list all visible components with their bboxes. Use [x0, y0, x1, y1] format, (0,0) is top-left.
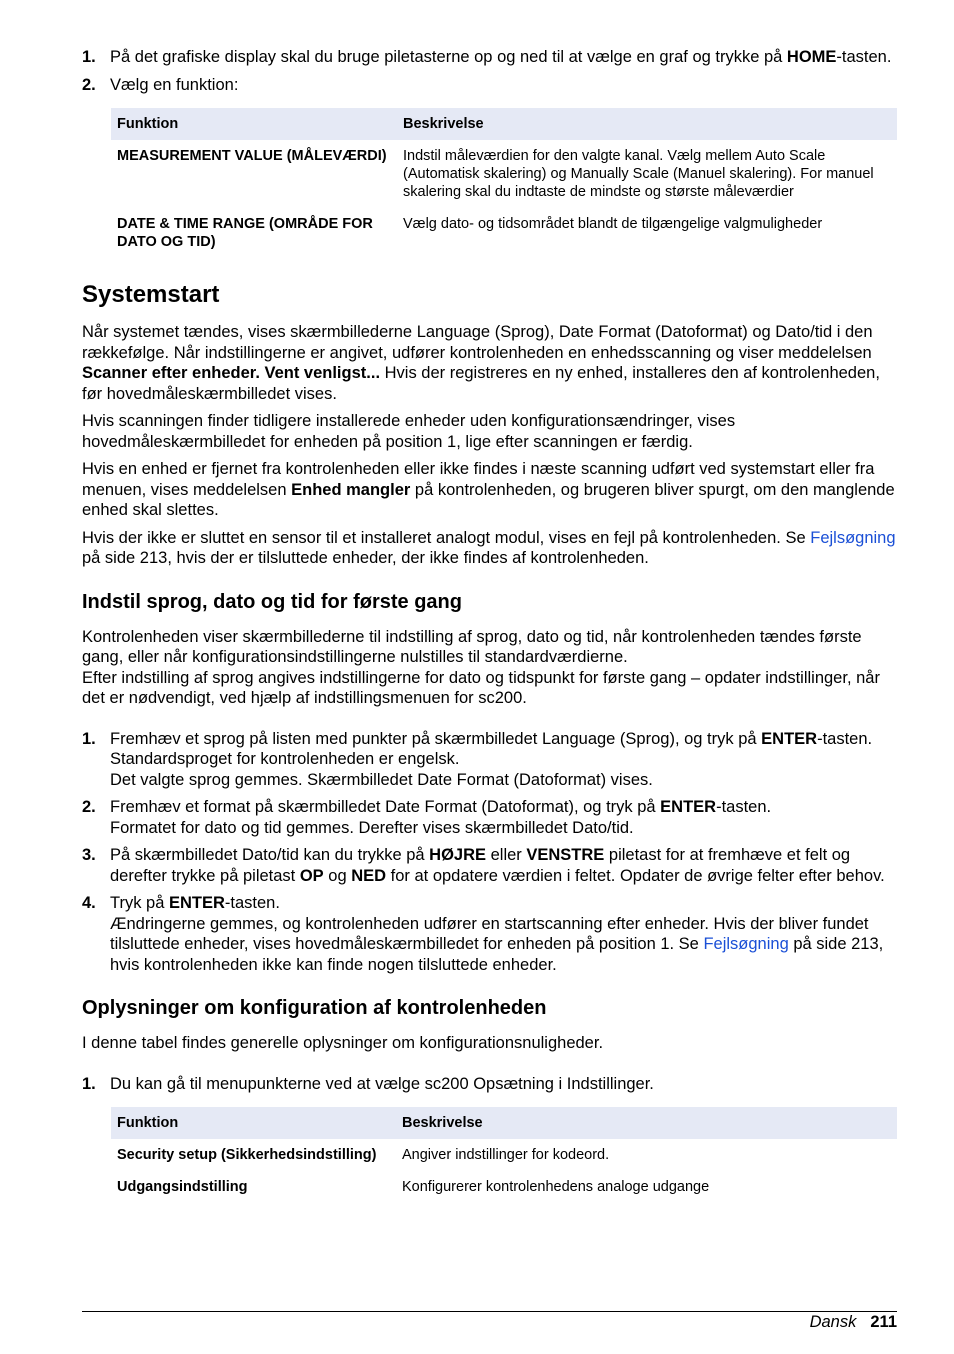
table-cell: Konfigurerer kontrolenhedens analoge udgange: [402, 1179, 710, 1195]
page-number: 211: [870, 1313, 897, 1331]
table-header: Beskrivelse: [397, 108, 897, 140]
step-number: 1.: [82, 1074, 96, 1093]
step-number: 2.: [82, 798, 96, 816]
step-number: 4.: [82, 894, 96, 912]
table-header-row: [111, 108, 897, 140]
table-cell: Security setup (Sikkerhedsindstilling): [117, 1147, 377, 1163]
step-2: 2. Fremhæv et format på skærmbilledet Date Format (Datoformat), og tryk på ENTER-tasten. Formatet for dato og tid gemmes. Derefter vises skærmbilledet Dato/tid.: [82, 798, 772, 837]
table-row: [111, 140, 897, 209]
function-table-2: [111, 1107, 897, 1204]
step-1: 1. Fremhæv et sprog på listen med punkter på skærmbilledet Language (Sprog), og tryk på ENTER-tasten. Standardsproget for kontrolenheden er engelsk. Det valgte sprog gemmes. Skærmbilledet Date Format (Datoformat) vises.: [82, 729, 873, 789]
table-row: [111, 209, 897, 259]
table-cell: MEASUREMENT VALUE (MÅLEVÆRDI): [117, 148, 387, 164]
table-cell: Vælg dato- og tidsområdet blandt de tilgængelige valgmuligheder: [403, 216, 823, 232]
paragraph: Efter indstilling af sprog angives indstillingerne for dato og tidspunkt for første gang – opdater indstillinger, når det er nødvendigt, ved hjælp af indstillingsmenuen for sc200.: [82, 668, 880, 707]
step-1: 1. Du kan gå til menupunkterne ved at vælge sc200 Opsætning i Indstillinger.: [82, 1074, 654, 1093]
section-heading-language: Indstil sprog, dato og tid for første gang: [82, 590, 462, 613]
function-table-1: [111, 108, 897, 259]
step-number: 3.: [82, 846, 96, 864]
table-header: Funktion: [111, 1107, 396, 1139]
step-2: 2. Vælg en funktion:: [82, 75, 239, 94]
step-number: 1.: [82, 48, 96, 66]
table-cell: Angiver indstillinger for kodeord.: [402, 1147, 610, 1163]
table-row: [111, 1139, 897, 1172]
paragraph: Kontrolenheden viser skærmbillederne til indstilling af sprog, dato og tid, når kontrolenheden tændes første gang, eller når konfigurationsindstillingerne nulstilles til standardværdierne.: [82, 627, 862, 666]
section-heading-configuration: Oplysninger om konfiguration af kontrolenheden: [82, 997, 547, 1019]
paragraph: I denne tabel findes generelle oplysninger om konfigurationsnuligheder.: [82, 1034, 604, 1052]
step-number: 2.: [82, 75, 96, 94]
paragraph: Hvis der ikke er sluttet en sensor til et installeret analogt modul, vises en fejl på kontrolenheden. Se Fejlsøgning på side 213, hvis der er tilsluttede enheder, der ikke findes af kontrolenheden.: [82, 528, 896, 567]
paragraph: Hvis scanningen finder tidligere installerede enheder uden konfigurationsændringer, vises hovedmåleskærmbilledet for enheden på position 1, lige efter scanningen er færdig.: [82, 412, 736, 451]
table-cell: Udgangsindstilling: [117, 1179, 248, 1195]
step-4: 4. Tryk på ENTER-tasten. Ændringerne gemmes, og kontrolenheden udfører en startscanning efter enheder. Hvis der bliver fundet tilsluttede enheder, vises hovedmåleskærmbilledet for enheden på position 1. Se Fejlsøgning på side 213, hvis kontrolenheden ikke kan finde nogen tilsluttede enheder.: [82, 894, 884, 974]
paragraph: Når systemet tændes, vises skærmbillederne Language (Sprog), Date Format (Datoformat) og Dato/tid i den rækkefølge. Når indstillingerne er angivet, udfører kontrolenheden en enhedsscanning og viser meddelelsen Scanner efter enheder. Vent venligst... Hvis der registreres en ny enhed, installeres den af kontrolenheden, før hovedmåleskærmbilledet vises.: [82, 323, 880, 403]
link-fejlsogning[interactable]: Fejlsøgning: [703, 935, 789, 953]
paragraph: Hvis en enhed er fjernet fra kontrolenheden eller ikke findes i næste scanning udført ved systemstart eller fra menuen, vises meddelelsen Enhed mangler på kontrolenheden, og brugeren bliver spurgt, om den manglende enhed skal slettes.: [82, 460, 895, 519]
page-footer: [82, 1311, 897, 1332]
step-3: 3. På skærmbilledet Dato/tid kan du trykke på HØJRE eller VENSTRE piletast for at fremhæve et felt og derefter trykke på piletast OP og NED for at opdatere værdien i feltet. Opdater de øvrige felter efter behov.: [82, 846, 885, 885]
section-heading-systemstart: Systemstart: [82, 281, 220, 308]
document-page: [82, 46, 897, 1204]
link-fejlsogning[interactable]: Fejlsøgning: [810, 528, 896, 547]
table-cell: Indstil måleværdien for den valgte kanal. Vælg mellem Auto Scale (Automatisk skalering) og Manually Scale (Manuel skalering). For manuel skalering skal du indtaste de mindste og største måleværdier: [403, 148, 874, 200]
footer-language: Dansk: [809, 1313, 857, 1331]
table-header-row: [111, 1107, 897, 1139]
step-1: 1. På det grafiske display skal du bruge piletasterne op og ned til at vælge en graf og trykke på HOME-tasten.: [82, 48, 892, 66]
table-row: [111, 1172, 897, 1204]
table-cell: DATE & TIME RANGE (OMRÅDE FOR DATO OG TID): [117, 216, 373, 250]
step-number: 1.: [82, 729, 96, 748]
table-header: Beskrivelse: [396, 1107, 897, 1139]
table-header: Funktion: [111, 108, 397, 140]
